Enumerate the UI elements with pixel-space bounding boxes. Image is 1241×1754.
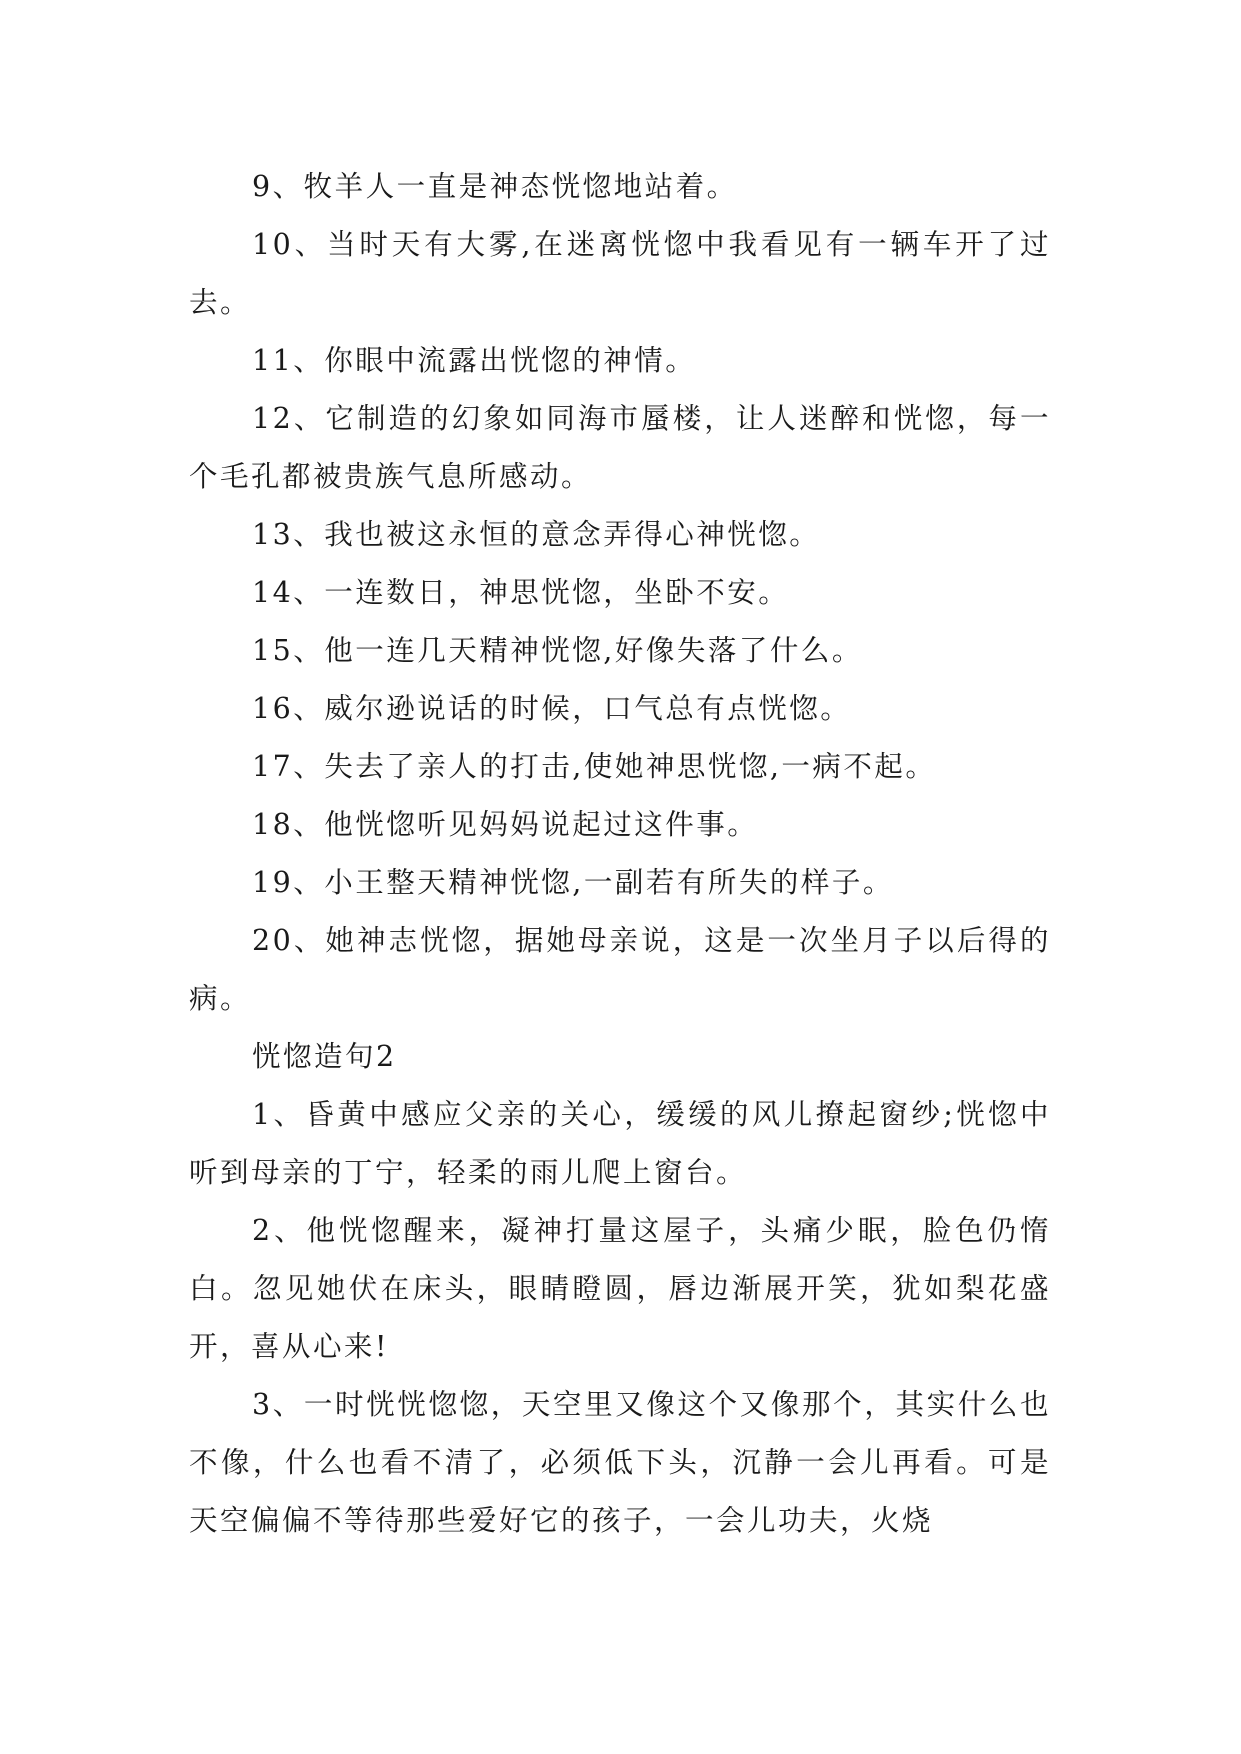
paragraph-20: 20、她神志恍惚，据她母亲说，这是一次坐月子以后得的病。 [189, 924, 1051, 1015]
paragraph-19: 19、小王整天精神恍惚,一副若有所失的样子。 [252, 866, 894, 899]
section2-paragraph-1: 1、昏黄中感应父亲的关心，缓缓的风儿撩起窗纱;恍惚中听到母亲的丁宁，轻柔的雨儿爬上窗台。 [189, 1098, 1051, 1189]
paragraph-18: 18、他恍惚听见妈妈说起过这件事。 [252, 808, 759, 841]
paragraph-13: 13、我也被这永恒的意念弄得心神恍惚。 [252, 518, 821, 551]
paragraph-12: 12、它制造的幻象如同海市蜃楼，让人迷醉和恍惚，每一个毛孔都被贵族气息所感动。 [189, 402, 1051, 493]
paragraph-9: 9、牧羊人一直是神态恍惚地站着。 [252, 170, 738, 203]
section2-paragraph-3: 3、一时恍恍惚惚，天空里又像这个又像那个，其实什么也不像，什么也看不清了，必须低下头，沉静一会儿再看。可是天空偏偏不等待那些爱好它的孩子，一会儿功夫，火烧 [189, 1388, 1051, 1537]
paragraph-16: 16、威尔逊说话的时候，口气总有点恍惚。 [252, 692, 852, 725]
paragraph-17: 17、失去了亲人的打击,使她神思恍惚,一病不起。 [252, 750, 937, 783]
section2-paragraph-2: 2、他恍惚醒来，凝神打量这屋子，头痛少眠，脸色仍惰白。忽见她伏在床头，眼睛瞪圆，唇边渐展开笑，犹如梨花盛开，喜从心来! [189, 1214, 1051, 1363]
paragraph-10: 10、当时天有大雾,在迷离恍惚中我看见有一辆车开了过去。 [189, 228, 1051, 319]
paragraph-15: 15、他一连几天精神恍惚,好像失落了什么。 [252, 634, 863, 667]
document-body [189, 158, 1051, 1550]
paragraph-11: 11、你眼中流露出恍惚的神情。 [252, 344, 697, 377]
paragraph-14: 14、一连数日，神思恍惚，坐卧不安。 [252, 576, 790, 609]
section-heading: 恍惚造句2 [252, 1040, 397, 1073]
